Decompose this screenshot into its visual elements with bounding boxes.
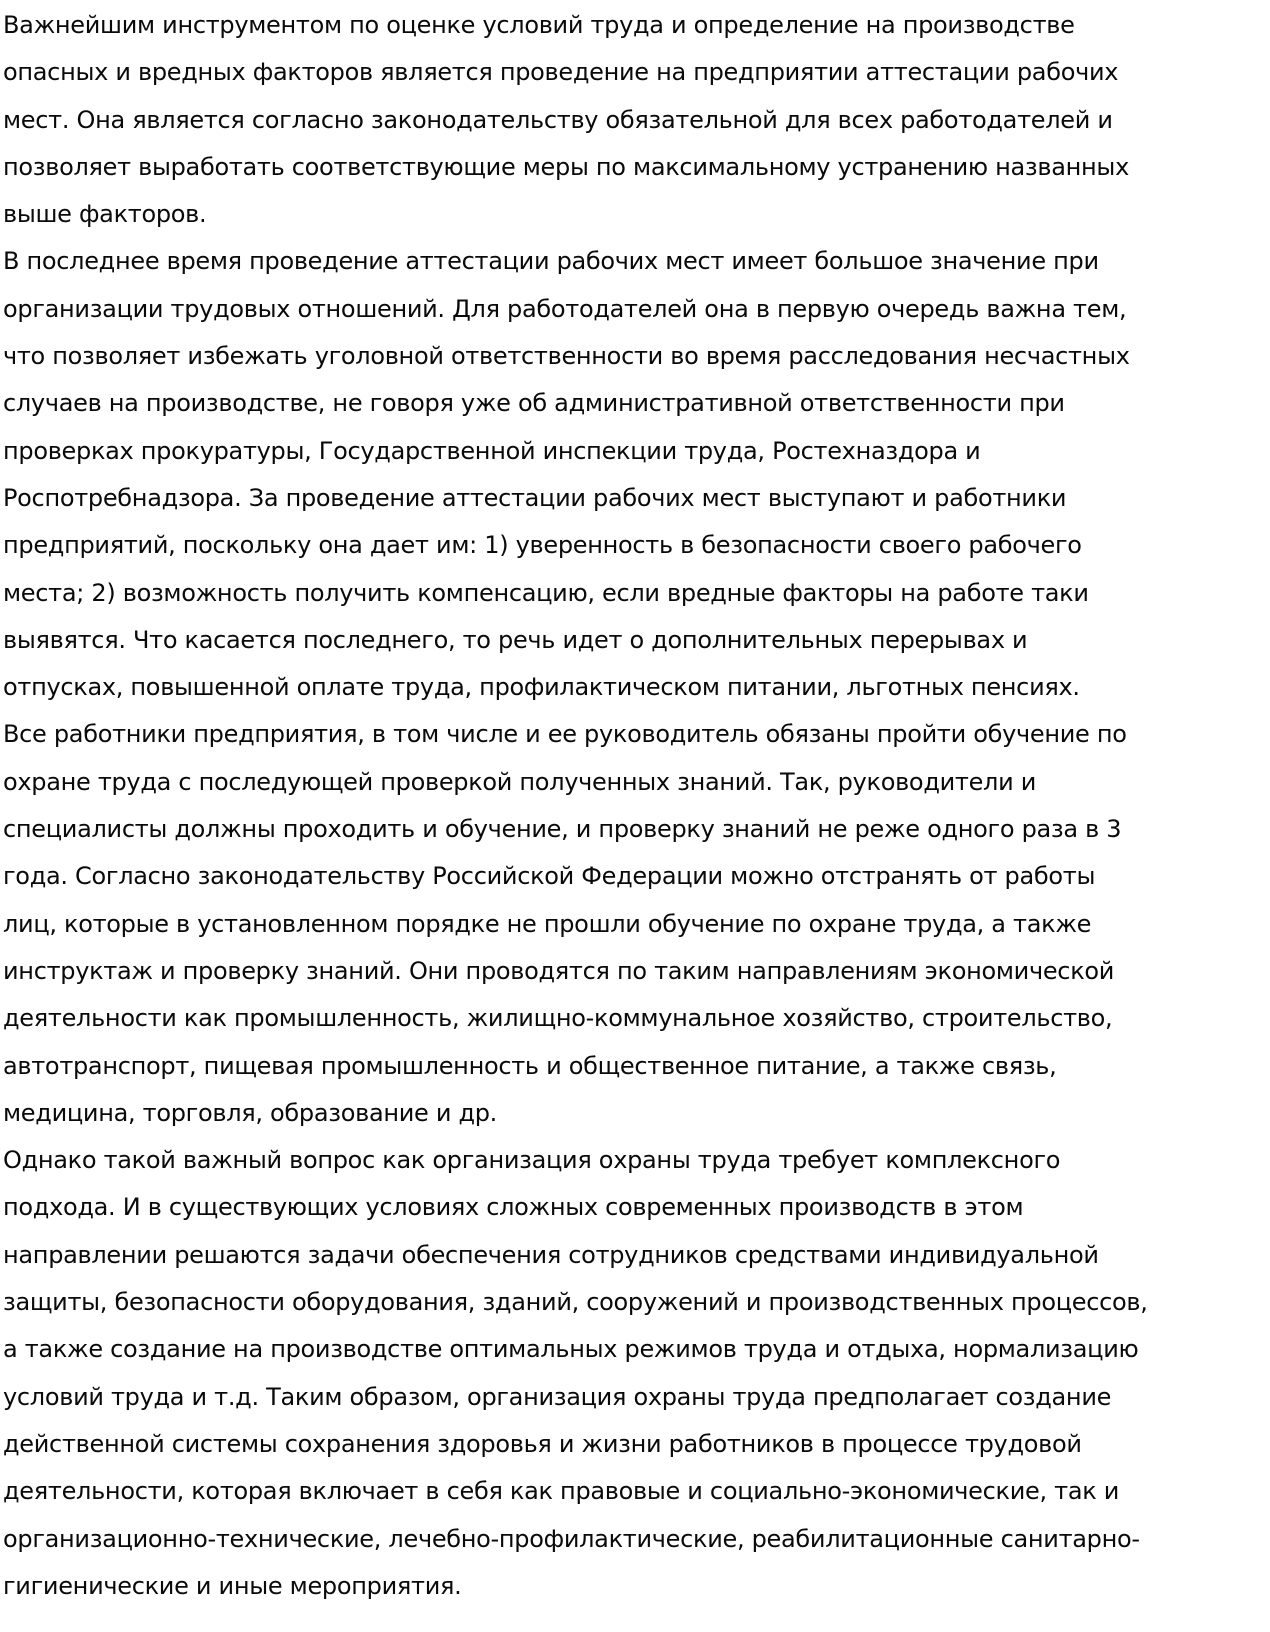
- paragraph: [3, 711, 1268, 1137]
- text-line: направлении решаются задачи обеспечения сотрудников средствами индивидуальной: [3, 1240, 1099, 1269]
- text-line: выше факторов.: [3, 200, 207, 229]
- text-line: гигиенические и иные мероприятия.: [3, 1571, 462, 1600]
- text-line: Все работники предприятия, в том числе и ее руководитель обязаны пройти обучение по: [3, 720, 1127, 749]
- text-line: деятельности, которая включает в себя как правовые и социально-экономические, так и: [3, 1477, 1120, 1506]
- text-line: случаев на производстве, не говоря уже об административной ответственности при: [3, 389, 1065, 418]
- paragraph: [3, 1137, 1268, 1610]
- text-line: медицина, торговля, образование и др.: [3, 1098, 498, 1127]
- text-line: инструктаж и проверку знаний. Они проводятся по таким направлениям экономической: [3, 956, 1115, 985]
- text-line: Роспотребнадзора. За проведение аттестации рабочих мест выступают и работники: [3, 483, 1067, 512]
- document-text: [3, 2, 1268, 1610]
- text-line: что позволяет избежать уголовной ответственности во время расследования несчастных: [3, 342, 1130, 371]
- text-line: предприятий, поскольку она дает им: 1) уверенность в безопасности своего рабочего: [3, 531, 1082, 560]
- text-line: условий труда и т.д. Таким образом, организация охраны труда предполагает создание: [3, 1382, 1112, 1411]
- text-line: выявятся. Что касается последнего, то речь идет о дополнительных перерывах и: [3, 625, 1028, 654]
- text-line: места; 2) возможность получить компенсацию, если вредные факторы на работе таки: [3, 578, 1089, 607]
- text-line: опасных и вредных факторов является проведение на предприятии аттестации рабочих: [3, 58, 1119, 87]
- text-line: автотранспорт, пищевая промышленность и общественное питание, а также связь,: [3, 1051, 1057, 1080]
- text-line: деятельности как промышленность, жилищно-коммунальное хозяйство, строительство,: [3, 1004, 1113, 1033]
- text-line: лиц, которые в установленном порядке не прошли обучение по охране труда, а также: [3, 909, 1092, 938]
- text-line: отпусках, повышенной оплате труда, профилактическом питании, льготных пенсиях.: [3, 673, 1080, 702]
- text-line: организационно-технические, лечебно-профилактические, реабилитационные санитарно-: [3, 1524, 1140, 1553]
- text-line: года. Согласно законодательству Российской Федерации можно отстранять от работы: [3, 862, 1096, 891]
- paragraph: [3, 238, 1268, 711]
- text-line: Однако такой важный вопрос как организация охраны труда требует комплексного: [3, 1146, 1061, 1175]
- text-line: проверках прокуратуры, Государственной инспекции труда, Ростехназдора и: [3, 436, 981, 465]
- text-line: подхода. И в существующих условиях сложных современных производств в этом: [3, 1193, 1024, 1222]
- text-line: охране труда с последующей проверкой полученных знаний. Так, руководители и: [3, 767, 1037, 796]
- text-line: защиты, безопасности оборудования, зданий, сооружений и производственных процессов,: [3, 1288, 1148, 1317]
- text-line: специалисты должны проходить и обучение, и проверку знаний не реже одного раза в 3: [3, 815, 1122, 844]
- paragraph: [3, 2, 1268, 238]
- text-line: действенной системы сохранения здоровья и жизни работников в процессе трудовой: [3, 1429, 1082, 1458]
- text-line: Важнейшим инструментом по оценке условий труда и определение на производстве: [3, 11, 1075, 39]
- text-line: В последнее время проведение аттестации рабочих мест имеет большое значение при: [3, 247, 1099, 276]
- text-line: организации трудовых отношений. Для работодателей она в первую очередь важна тем,: [3, 294, 1127, 323]
- text-line: позволяет выработать соответствующие меры по максимальному устранению названных: [3, 152, 1129, 181]
- text-line: а также создание на производстве оптимальных режимов труда и отдыха, нормализацию: [3, 1335, 1139, 1364]
- text-line: мест. Она является согласно законодательству обязательной для всех работодателей и: [3, 105, 1113, 134]
